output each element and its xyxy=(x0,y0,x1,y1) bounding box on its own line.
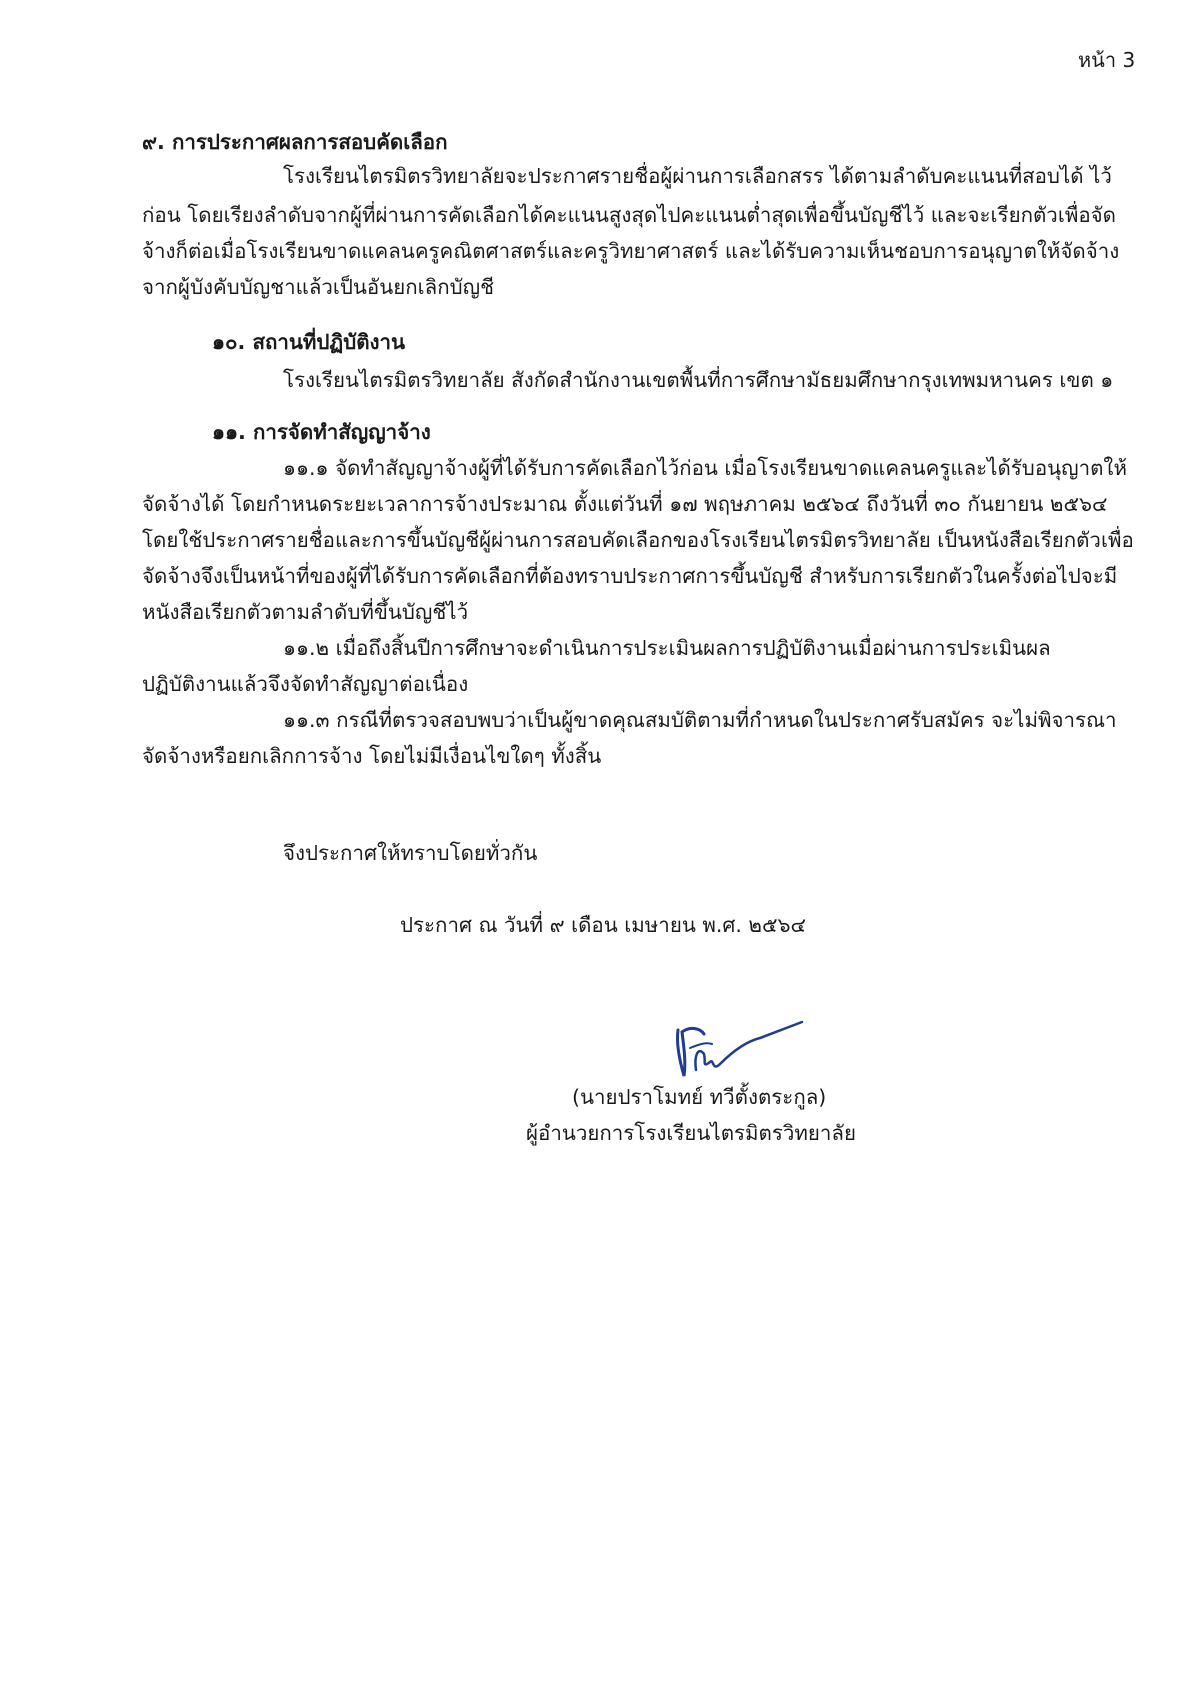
section-9-heading: ๙. การประกาศผลการสอบคัดเลือก xyxy=(142,130,448,154)
section-11-line-5: หนังสือเรียกตัวตามลำดับที่ขึ้นบัญชีไว้ xyxy=(142,600,469,624)
announcement-date: ประกาศ ณ วันที่ ๙ เดือน เมษายน พ.ศ. ๒๕๖๔ xyxy=(400,913,806,937)
signatory-position: ผู้อำนวยการโรงเรียนไตรมิตรวิทยาลัย xyxy=(526,1121,856,1145)
section-11-line-9: จัดจ้างหรือยกเลิกการจ้าง โดยไม่มีเงื่อนไขใดๆ ทั้งสิ้น xyxy=(142,744,602,768)
section-11-line-3: โดยใช้ประกาศรายชื่อและการขึ้นบัญชีผู้ผ่านการสอบคัดเลือกของโรงเรียนไตรมิตรวิทยาลัย เป็นหนังสือเรียกตัวเพื่อ xyxy=(142,528,1134,552)
signature-image xyxy=(670,1018,808,1084)
section-10-line-1: โรงเรียนไตรมิตรวิทยาลัย สังกัดสำนักงานเขตพื้นที่การศึกษามัธยมศึกษากรุงเทพมหานคร เขต ๑ xyxy=(283,368,1114,392)
section-11-line-8: ๑๑.๓ กรณีที่ตรวจสอบพบว่าเป็นผู้ขาดคุณสมบัติตามที่กำหนดในประกาศรับสมัคร จะไม่พิจารณา xyxy=(283,708,1117,732)
section-10-heading: ๑๐. สถานที่ปฏิบัติงาน xyxy=(212,330,406,354)
section-11-line-7: ปฏิบัติงานแล้วจึงจัดทำสัญญาต่อเนื่อง xyxy=(142,672,469,696)
section-9-line-4: จากผู้บังคับบัญชาแล้วเป็นอันยกเลิกบัญชี xyxy=(142,275,495,299)
section-9-line-1: โรงเรียนไตรมิตรวิทยาลัยจะประกาศรายชื่อผู้ผ่านการเลือกสรร ได้ตามลำดับคะแนนที่สอบได้ ไว้ xyxy=(283,164,1112,188)
closing-announcement: จึงประกาศให้ทราบโดยทั่วกัน xyxy=(283,841,538,865)
signatory-name: (นายปราโมทย์ ทวีตั้งตระกูล) xyxy=(572,1085,827,1109)
section-11-line-2: จัดจ้างได้ โดยกำหนดระยะเวลาการจ้างประมาณ ตั้งแต่วันที่ ๑๗ พฤษภาคม ๒๕๖๔ ถึงวันที่ ๓๐ กันยายน ๒๕๖๔ xyxy=(142,492,1108,516)
section-9-line-2: ก่อน โดยเรียงลำดับจากผู้ที่ผ่านการคัดเลือกได้คะแนนสูงสุดไปคะแนนต่ำสุดเพื่อขึ้นบัญชีไว้ และจะเรียกตัวเพื่อจัด xyxy=(142,203,1116,227)
section-11-line-6: ๑๑.๒ เมื่อถึงสิ้นปีการศึกษาจะดำเนินการประเมินผลการปฏิบัติงานเมื่อผ่านการประเมินผล xyxy=(283,636,1051,660)
page-number: หน้า 3 xyxy=(1078,48,1136,72)
section-11-line-4: จัดจ้างจึงเป็นหน้าที่ของผู้ที่ได้รับการคัดเลือกที่ต้องทราบประกาศการขึ้นบัญชี สำหรับการเรียกตัวในครั้งต่อไปจะมี xyxy=(142,564,1118,588)
section-11-heading: ๑๑. การจัดทำสัญญาจ้าง xyxy=(212,420,431,444)
section-9-line-3: จ้างก็ต่อเมื่อโรงเรียนขาดแคลนครูคณิตศาสตร์และครูวิทยาศาสตร์ และได้รับความเห็นชอบการอนุญาตให้จัดจ้าง xyxy=(142,239,1120,263)
section-11-line-1: ๑๑.๑ จัดทำสัญญาจ้างผู้ที่ได้รับการคัดเลือกไว้ก่อน เมื่อโรงเรียนขาดแคลนครูและได้รับอนุญาตให้ xyxy=(283,456,1127,480)
